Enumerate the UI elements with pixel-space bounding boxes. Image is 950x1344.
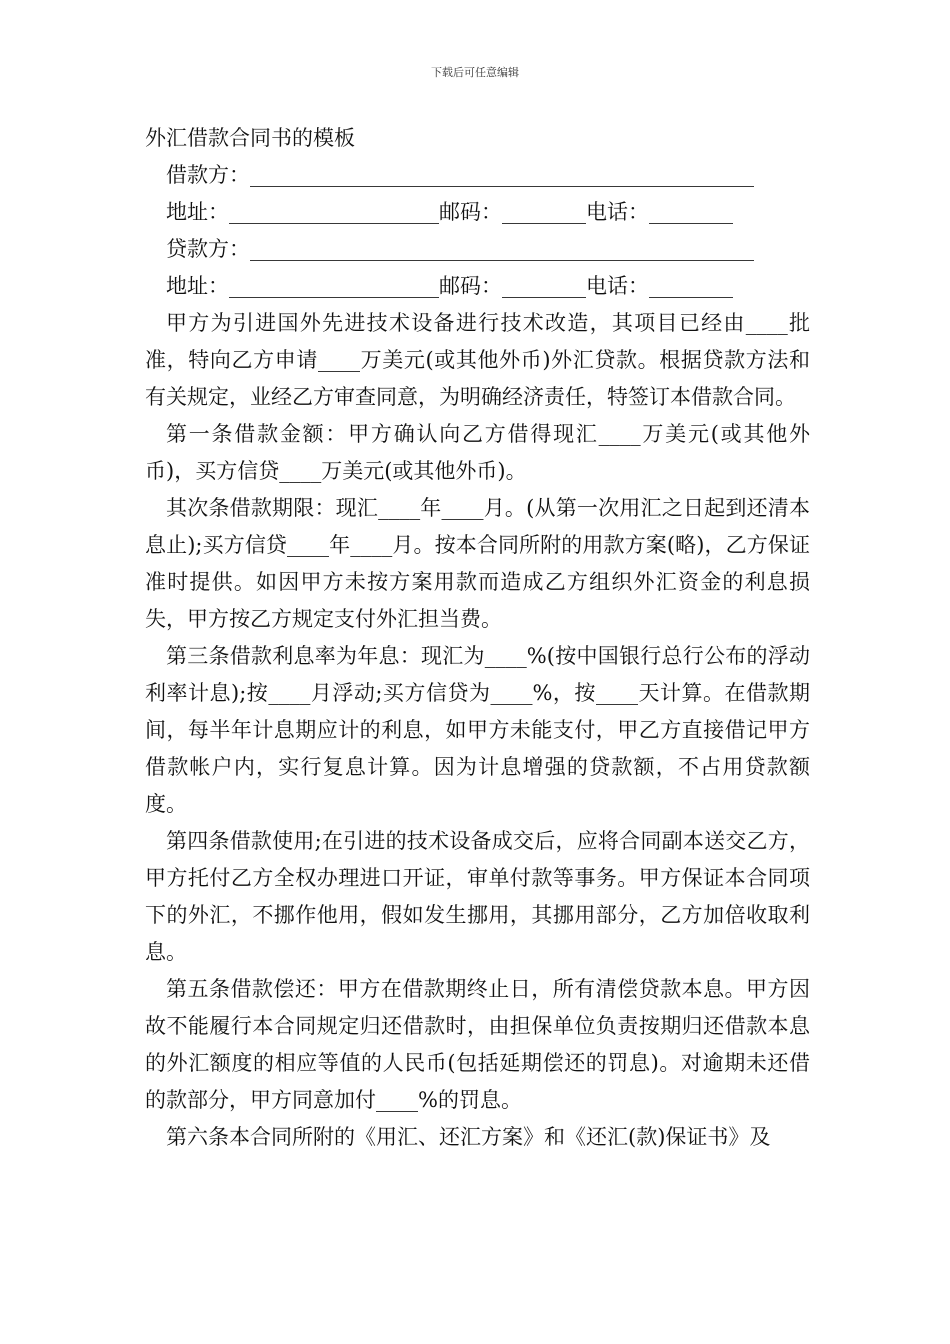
lender-address-field: 地址：____________________邮码：________电话：________ (166, 274, 733, 298)
page-header-note: 下载后可任意编辑 (431, 66, 519, 79)
borrower-address-field: 地址：____________________邮码：________电话：________ (166, 200, 733, 224)
clause-5-repayment: 第五条借款偿还：甲方在借款期终止日，所有清偿贷款本息。甲方因故不能履行本合同规定归还借款时，由担保单位负责按期归还借款本息的外汇额度的相应等值的人民币(包括延期偿还的罚息)。对逾期未还借的款部分，甲方同意加付____%的罚息。 (145, 977, 810, 1112)
intro-paragraph: 甲方为引进国外先进技术设备进行技术改造，其项目已经由____批准，特向乙方申请____万美元(或其他外币)外汇贷款。根据贷款方法和有关规定，业经乙方审查同意，为明确经济责任，特签订本借款合同。 (145, 311, 810, 409)
document-title: 外汇借款合同书的模板 (145, 126, 355, 150)
lender-field: 贷款方：________________________________________________ (166, 237, 754, 261)
clause-6-attachments: 第六条本合同所附的《用汇、还汇方案》和《还汇(款)保证书》及 (166, 1125, 771, 1149)
clause-3-interest-rate: 第三条借款利息率为年息：现汇为____%(按中国银行总行公布的浮动利率计息);按____月浮动;买方信贷为____%，按____天计算。在借款期间，每半年计息期应计的利息，如甲方未能支付，甲乙方直接借记甲方借款帐户内，实行复息计算。因为计息增强的贷款额，不占用贷款额度。 (145, 644, 810, 816)
borrower-field: 借款方：________________________________________________ (166, 163, 754, 187)
contract-document (145, 120, 810, 1156)
clause-4-loan-usage: 第四条借款使用;在引进的技术设备成交后，应将合同副本送交乙方，甲方托付乙方全权办理进口开证，审单付款等事务。甲方保证本合同项下的外汇，不挪作他用，假如发生挪用，其挪用部分，乙方加倍收取利息。 (145, 829, 810, 964)
clause-2-loan-term: 其次条借款期限：现汇____年____月。(从第一次用汇之日起到还清本息止);买方信贷____年____月。按本合同所附的用款方案(略)，乙方保证准时提供。如因甲方未按方案用款而造成乙方组织外汇资金的利息损失，甲方按乙方规定支付外汇担当费。 (145, 496, 810, 631)
clause-1-loan-amount: 第一条借款金额：甲方确认向乙方借得现汇____万美元(或其他外币)，买方信贷____万美元(或其他外币)。 (145, 422, 810, 483)
